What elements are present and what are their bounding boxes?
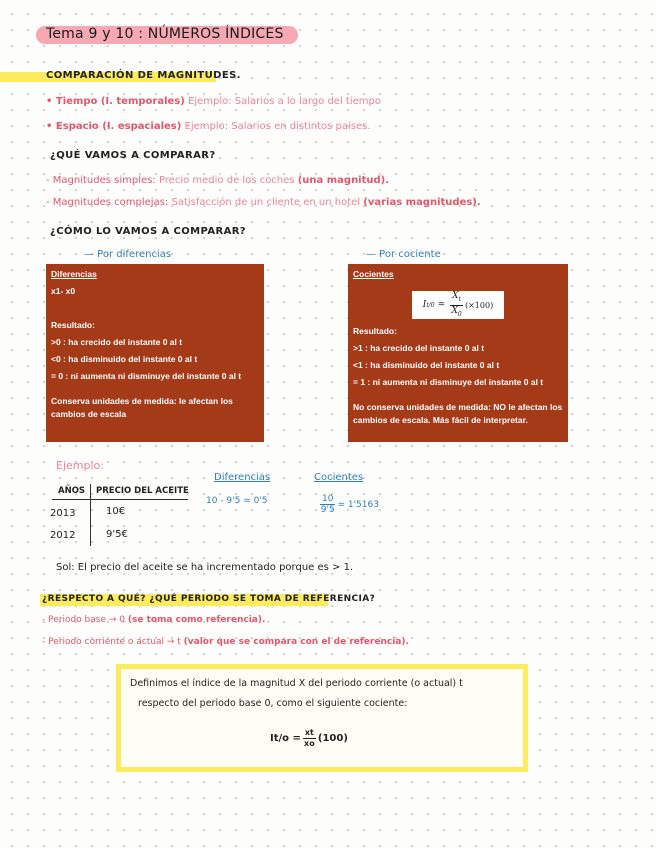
- coc-num: 10: [322, 494, 334, 504]
- cocientes-result-title: Resultado:: [353, 326, 397, 336]
- formula-mult: (×100): [464, 300, 494, 310]
- diferencias-example-calc: 10 - 9'5 = 0'5: [206, 496, 268, 506]
- definition-line2: respecto del periodo base 0, como el siguiente cociente:: [138, 698, 408, 709]
- espacio-label: • Espacio (I. espaciales): [46, 121, 182, 132]
- table-col-precio: PRECIO DEL ACEITE: [96, 486, 189, 496]
- solution-text: Sol: El precio del aceite se ha incrementado porque es > 1.: [56, 562, 354, 573]
- simples-note: (una magnitud).: [297, 175, 390, 186]
- cocientes-box-title: Cocientes: [353, 269, 394, 279]
- def-formula-den: xo: [304, 739, 315, 748]
- formula-lhs-sub: t/0: [426, 301, 435, 309]
- cocientes-result-2: <1 : ha disminuido del instante 0 al t: [353, 360, 500, 370]
- page-title: Tema 9 y 10 : NÚMEROS ÍNDICES: [46, 26, 284, 42]
- def-formula-lhs: It/o =: [270, 733, 301, 744]
- section-heading-respecto: ¿RESPECTO A QUÉ? ¿QUÉ PERIODO SE TOMA DE REFERENCIA?: [42, 594, 376, 604]
- diferencias-example-title: Diferencias: [214, 472, 271, 483]
- periodo-corriente-note: (valor que se compara con el de referencia).: [183, 637, 409, 647]
- formula-lhs: I: [422, 299, 427, 310]
- simples-label: - Magnitudes simples:: [46, 175, 156, 186]
- espacio-line: [46, 121, 371, 132]
- diferencias-result-3: = 0 : ni aumenta ni disminuye del instante 0 al t: [51, 371, 242, 381]
- formula-eq: =: [437, 299, 446, 310]
- periodo-corriente-label: - Periodo corriente o actual → t: [42, 637, 181, 647]
- formula-num: X: [452, 290, 459, 301]
- diferencias-footer: Conserva unidades de medida: le afectan los cambios de escala: [51, 396, 233, 419]
- complejas-label: - Magnitudes complejas:: [46, 197, 169, 208]
- periodo-base-line: [42, 615, 265, 625]
- diferencias-result-2: <0 : ha disminuido del instante 0 al t: [51, 354, 198, 364]
- por-cociente-label: — Por cociente: [366, 249, 441, 260]
- definition-formula: [270, 728, 348, 749]
- formula-den-sub: 0: [457, 310, 462, 318]
- cocientes-box: [348, 264, 568, 442]
- diferencias-box-title: Diferencias: [51, 269, 97, 279]
- cocientes-example-calc: [318, 494, 379, 515]
- cocientes-result-1: >1 : ha crecido del instante 0 al t: [353, 343, 485, 353]
- diferencias-formula: x1- x0: [51, 286, 76, 296]
- periodo-base-note: (se toma como referencia).: [127, 615, 266, 625]
- complejas-text: Satisfacción de un cliente en un hotel: [171, 197, 361, 208]
- diferencias-result-title: Resultado:: [51, 320, 95, 330]
- espacio-example: Ejemplo: Salarios en distintos países.: [184, 121, 371, 132]
- simples-line: [46, 175, 389, 186]
- cocientes-result-3: = 1 : ni aumenta ni disminuye del instante 0 al t: [353, 377, 544, 387]
- table-row-year: 2013: [50, 508, 76, 519]
- cocientes-formula: [412, 291, 504, 319]
- formula-den: X: [451, 305, 458, 316]
- complejas-note: (varias magnitudes).: [363, 197, 481, 208]
- diferencias-box: [46, 264, 264, 442]
- complejas-line: [46, 197, 481, 208]
- periodo-corriente-line: [42, 637, 409, 647]
- section-heading-comparacion: COMPARACIÓN DE MAGNITUDES.: [46, 70, 241, 81]
- table-row-price: 9'5€: [106, 529, 128, 540]
- diferencias-result-1: >0 : ha crecido del instante 0 al t: [51, 337, 183, 347]
- section-heading-que: ¿QUÉ VAMOS A COMPARAR?: [50, 150, 216, 161]
- cocientes-footer: No conserva unidades de medida: NO le afectan los cambios de escala. Más fácil de interpretar.: [353, 402, 563, 425]
- coc-result: = 1'5163: [337, 499, 379, 510]
- def-formula-mult: (100): [317, 733, 348, 744]
- tiempo-line: [46, 96, 381, 107]
- periodo-base-label: - Periodo base → 0: [42, 615, 125, 625]
- table-row-year: 2012: [50, 530, 76, 541]
- cocientes-example-title: Cocientes: [314, 472, 364, 483]
- ejemplo-label: Ejemplo:: [56, 459, 104, 472]
- formula-fraction: [450, 291, 463, 320]
- table-row-price: 10€: [106, 506, 126, 517]
- tiempo-example: Ejemplo: Salarios a lo largo del tiempo: [188, 96, 381, 107]
- coc-den: 9'5: [320, 505, 335, 515]
- section-heading-como: ¿CÓMO LO VAMOS A COMPARAR?: [50, 226, 247, 237]
- table-col-anos: AÑOS: [58, 486, 86, 496]
- table-vline: [90, 484, 91, 546]
- table-hline: [52, 499, 188, 500]
- tiempo-label: • Tiempo (I. temporales): [46, 96, 185, 107]
- formula-num-sub: t: [458, 295, 461, 303]
- def-formula-num: xt: [304, 728, 314, 737]
- por-diferencias-label: — Por diferencias: [84, 249, 172, 260]
- simples-text: Precio medio de los coches: [158, 175, 295, 186]
- definition-line1: Definimos el índice de la magnitud X del periodo corriente (o actual) t: [130, 678, 463, 689]
